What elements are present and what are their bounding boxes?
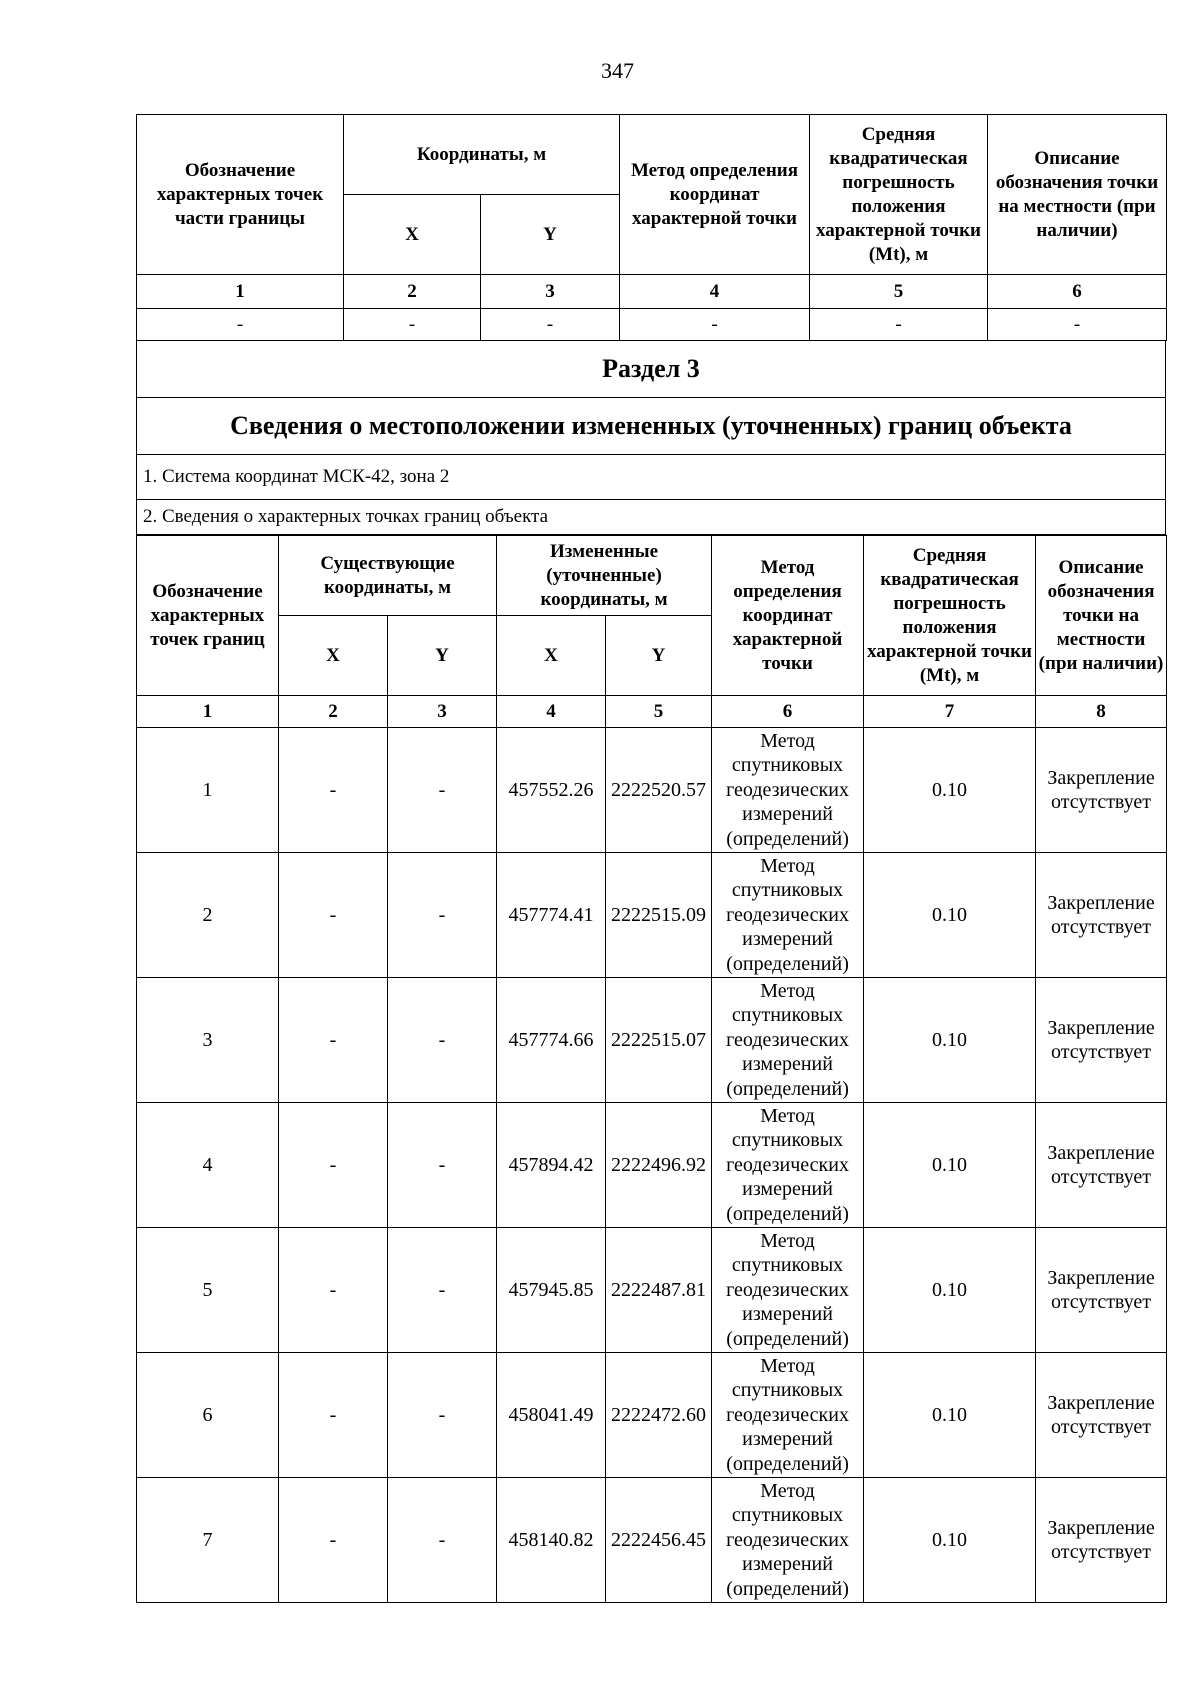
x-cell: 457774.41	[497, 853, 606, 978]
error-cell: 0.10	[864, 728, 1036, 853]
x-cell: 457945.85	[497, 1228, 606, 1353]
description-cell: Закрепление отсутствует	[1036, 1103, 1167, 1228]
header-description: Описание обозначения точки на местности (при наличии)	[1036, 536, 1167, 696]
header-error: Средняя квадратическая погрешность положения характерной точки (Mt), м	[864, 536, 1036, 696]
col-number: 7	[864, 696, 1036, 728]
point-cell: 1	[137, 728, 279, 853]
col-number: 1	[137, 696, 279, 728]
header-x: X	[344, 195, 481, 275]
x-cell: 458140.82	[497, 1478, 606, 1603]
table-cell: -	[620, 309, 810, 341]
header-y: Y	[606, 616, 712, 696]
description-cell: Закрепление отсутствует	[1036, 1353, 1167, 1478]
col-number: 3	[481, 275, 620, 309]
x-cell: 457552.26	[497, 728, 606, 853]
header-coordinates: Координаты, м	[344, 115, 620, 195]
existing-y-cell: -	[388, 1228, 497, 1353]
page-number: 347	[601, 58, 634, 83]
existing-y-cell: -	[388, 978, 497, 1103]
table-cell: -	[810, 309, 988, 341]
method-cell: Метод спутниковых геодезических измерений (определений)	[712, 978, 864, 1103]
x-cell: 457774.66	[497, 978, 606, 1103]
existing-x-cell: -	[279, 1478, 388, 1603]
method-cell: Метод спутниковых геодезических измерений (определений)	[712, 1478, 864, 1603]
y-cell: 2222472.60	[606, 1353, 712, 1478]
header-designation: Обозначение характерных точек части границы	[137, 115, 344, 275]
existing-y-cell: -	[388, 853, 497, 978]
x-cell: 458041.49	[497, 1353, 606, 1478]
point-cell: 3	[137, 978, 279, 1103]
header-designation: Обозначение характерных точек границ	[137, 536, 279, 696]
y-cell: 2222515.07	[606, 978, 712, 1103]
point-cell: 2	[137, 853, 279, 978]
error-cell: 0.10	[864, 853, 1036, 978]
coord-system-line: 1. Система координат МСК-42, зона 2	[137, 455, 1166, 500]
existing-x-cell: -	[279, 978, 388, 1103]
header-error: Средняя квадратическая погрешность положения характерной точки (Mt), м	[810, 115, 988, 275]
header-method: Метод определения координат характерной точки	[620, 115, 810, 275]
header-x: X	[279, 616, 388, 696]
col-number: 2	[279, 696, 388, 728]
existing-y-cell: -	[388, 728, 497, 853]
section-title: Раздел 3	[137, 341, 1166, 398]
table-cell: -	[481, 309, 620, 341]
existing-x-cell: -	[279, 853, 388, 978]
point-cell: 6	[137, 1353, 279, 1478]
description-cell: Закрепление отсутствует	[1036, 728, 1167, 853]
table-cell: -	[344, 309, 481, 341]
table-row	[137, 1353, 1167, 1478]
col-number: 5	[810, 275, 988, 309]
col-number: 6	[988, 275, 1167, 309]
col-number: 5	[606, 696, 712, 728]
existing-y-cell: -	[388, 1353, 497, 1478]
table-cell: -	[137, 309, 344, 341]
col-number: 2	[344, 275, 481, 309]
existing-x-cell: -	[279, 1353, 388, 1478]
existing-y-cell: -	[388, 1478, 497, 1603]
existing-x-cell: -	[279, 1228, 388, 1353]
header-method: Метод определения координат характерной точки	[712, 536, 864, 696]
error-cell: 0.10	[864, 1353, 1036, 1478]
error-cell: 0.10	[864, 1478, 1036, 1603]
col-number: 8	[1036, 696, 1167, 728]
points-info-line: 2. Сведения о характерных точках границ объекта	[137, 500, 1166, 535]
header-changed-coords: Измененные (уточненные) координаты, м	[497, 536, 712, 616]
col-number: 4	[620, 275, 810, 309]
error-cell: 0.10	[864, 1103, 1036, 1228]
col-number: 3	[388, 696, 497, 728]
existing-y-cell: -	[388, 1103, 497, 1228]
description-cell: Закрепление отсутствует	[1036, 1478, 1167, 1603]
table-row	[137, 1228, 1167, 1353]
header-existing-coords: Существующие координаты, м	[279, 536, 497, 616]
method-cell: Метод спутниковых геодезических измерений (определений)	[712, 1353, 864, 1478]
y-cell: 2222487.81	[606, 1228, 712, 1353]
table-row	[137, 1103, 1167, 1228]
existing-x-cell: -	[279, 1103, 388, 1228]
point-cell: 5	[137, 1228, 279, 1353]
points-table	[136, 535, 1167, 1603]
method-cell: Метод спутниковых геодезических измерений (определений)	[712, 853, 864, 978]
x-cell: 457894.42	[497, 1103, 606, 1228]
method-cell: Метод спутниковых геодезических измерений (определений)	[712, 1228, 864, 1353]
section-header	[136, 340, 1166, 535]
error-cell: 0.10	[864, 978, 1036, 1103]
table-row	[137, 728, 1167, 853]
description-cell: Закрепление отсутствует	[1036, 978, 1167, 1103]
header-y: Y	[481, 195, 620, 275]
section-subtitle: Сведения о местоположении измененных (уточненных) границ объекта	[137, 398, 1166, 455]
header-x: X	[497, 616, 606, 696]
header-description: Описание обозначения точки на местности (при наличии)	[988, 115, 1167, 275]
y-cell: 2222520.57	[606, 728, 712, 853]
table-row	[137, 853, 1167, 978]
table-row	[137, 1478, 1167, 1603]
existing-x-cell: -	[279, 728, 388, 853]
col-number: 6	[712, 696, 864, 728]
description-cell: Закрепление отсутствует	[1036, 1228, 1167, 1353]
col-number: 4	[497, 696, 606, 728]
y-cell: 2222515.09	[606, 853, 712, 978]
y-cell: 2222456.45	[606, 1478, 712, 1603]
point-cell: 7	[137, 1478, 279, 1603]
header-y: Y	[388, 616, 497, 696]
description-cell: Закрепление отсутствует	[1036, 853, 1167, 978]
table-row	[137, 978, 1167, 1103]
col-number: 1	[137, 275, 344, 309]
boundary-part-table	[136, 114, 1167, 341]
error-cell: 0.10	[864, 1228, 1036, 1353]
point-cell: 4	[137, 1103, 279, 1228]
y-cell: 2222496.92	[606, 1103, 712, 1228]
method-cell: Метод спутниковых геодезических измерений (определений)	[712, 1103, 864, 1228]
method-cell: Метод спутниковых геодезических измерений (определений)	[712, 728, 864, 853]
table-cell: -	[988, 309, 1167, 341]
